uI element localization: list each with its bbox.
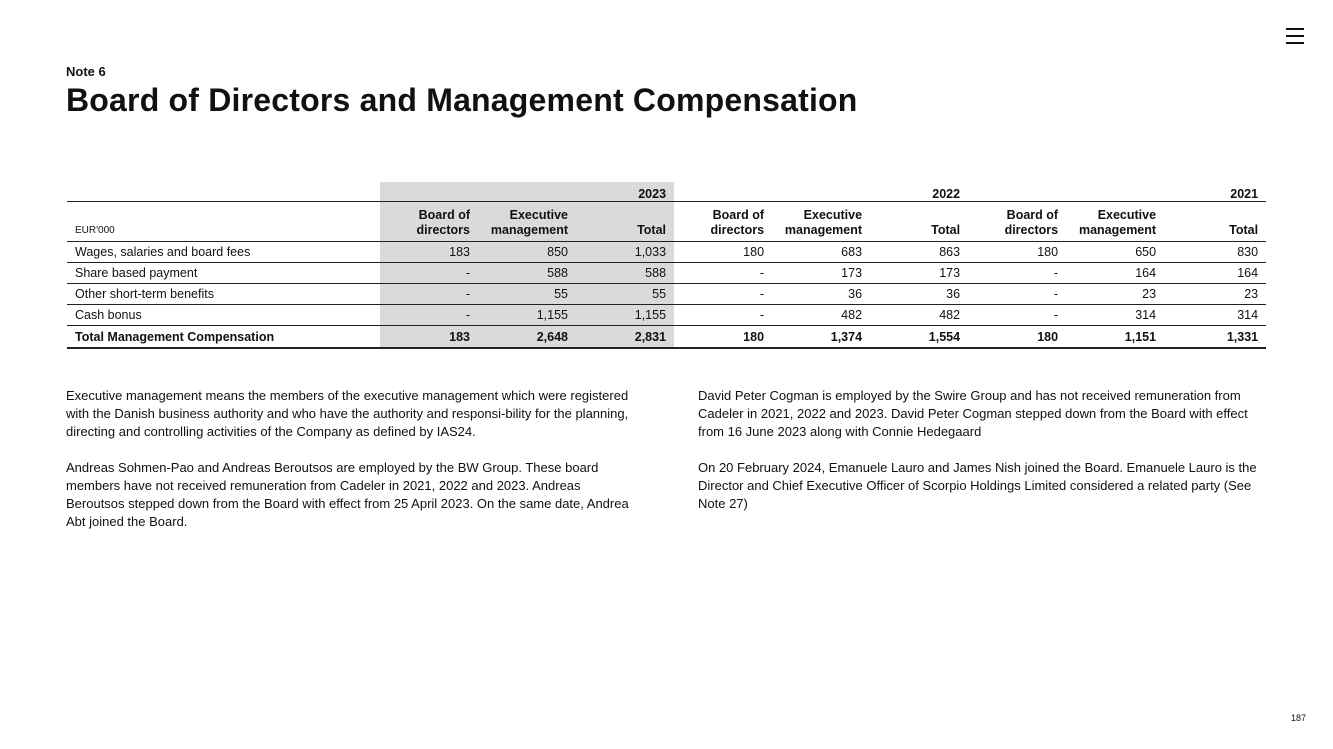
table-cell: 863: [870, 242, 968, 263]
page-title: Board of Directors and Management Compensation: [66, 82, 858, 118]
table-cell: 180: [968, 242, 1066, 263]
table-cell: 55: [478, 284, 576, 305]
table-cell: -: [674, 263, 772, 284]
table-cell: 164: [1066, 263, 1164, 284]
table-cell: 183: [380, 326, 478, 349]
compensation-table: [67, 182, 1266, 349]
table-cell: -: [968, 263, 1066, 284]
table-cell: 2,648: [478, 326, 576, 349]
col-board-2022: Board of directors: [674, 202, 772, 242]
table-cell: -: [380, 263, 478, 284]
table-cell: 482: [870, 305, 968, 326]
table-cell: 1,155: [478, 305, 576, 326]
table-cell: 173: [772, 263, 870, 284]
table-cell: 850: [478, 242, 576, 263]
year-header-row: [67, 182, 1266, 202]
hamburger-menu-icon[interactable]: [1284, 26, 1306, 46]
table-cell: 1,155: [576, 305, 674, 326]
table-row-wages: [67, 242, 1266, 263]
table-cell: 36: [772, 284, 870, 305]
paragraph: Executive management means the members of the executive management which were registered with the Danish business authority and who have the authority and responsi-bility for the planning, directing and controlling activities of the Company as defined by IAS24.: [66, 388, 629, 439]
row-label: Share based payment: [67, 263, 380, 284]
body-text-left: [66, 387, 634, 549]
table-cell: 830: [1164, 242, 1266, 263]
table-cell: -: [968, 305, 1066, 326]
col-total-2023: Total: [576, 202, 674, 242]
col-total-2022: Total: [870, 202, 968, 242]
year-2023-header: 2023: [380, 182, 674, 202]
table-cell: 1,554: [870, 326, 968, 349]
col-exec-2021: Executive management: [1066, 202, 1164, 242]
table-cell: 180: [674, 326, 772, 349]
row-label: Cash bonus: [67, 305, 380, 326]
table-cell: 23: [1066, 284, 1164, 305]
body-text-right: [698, 387, 1266, 531]
table-cell: 2,831: [576, 326, 674, 349]
table-cell: -: [380, 284, 478, 305]
col-board-2023: Board of directors: [380, 202, 478, 242]
col-exec-2023: Executive management: [478, 202, 576, 242]
table-cell: 482: [772, 305, 870, 326]
table-cell: 683: [772, 242, 870, 263]
note-label: Note 6: [66, 64, 106, 79]
table-cell: 1,033: [576, 242, 674, 263]
table-cell: 650: [1066, 242, 1164, 263]
table-cell: 180: [674, 242, 772, 263]
year-spacer: [67, 182, 380, 202]
page-number: 187: [1290, 713, 1306, 723]
column-header-row: [67, 202, 1266, 242]
table-cell: 314: [1164, 305, 1266, 326]
paragraph: David Peter Cogman is employed by the Swire Group and has not received remuneration from Cadeler in 2021, 2022 and 2023. David Peter Cogman stepped down from the Board with effect from 16 June 2023 along with Connie Hedegaard: [698, 388, 1248, 439]
row-label: Total Management Compensation: [67, 326, 380, 349]
table-cell: 183: [380, 242, 478, 263]
unit-label: EUR'000: [67, 202, 380, 242]
table-cell: -: [674, 305, 772, 326]
table-row-cash-bonus: [67, 305, 1266, 326]
table-cell: 23: [1164, 284, 1266, 305]
table-cell: 314: [1066, 305, 1164, 326]
table-cell: -: [380, 305, 478, 326]
table-cell: 1,151: [1066, 326, 1164, 349]
table-cell: 1,374: [772, 326, 870, 349]
table-cell: 180: [968, 326, 1066, 349]
table-cell: 588: [478, 263, 576, 284]
table-cell: -: [968, 284, 1066, 305]
table-cell: 164: [1164, 263, 1266, 284]
table-cell: 36: [870, 284, 968, 305]
table-row-share-based: [67, 263, 1266, 284]
col-board-2021: Board of directors: [968, 202, 1066, 242]
paragraph: On 20 February 2024, Emanuele Lauro and James Nish joined the Board. Emanuele Lauro is the Director and Chief Executive Officer of Scorpio Holdings Limited considered a related party (See Note 27): [698, 460, 1257, 511]
year-2021-header: 2021: [968, 182, 1266, 202]
row-label: Other short-term benefits: [67, 284, 380, 305]
col-total-2021: Total: [1164, 202, 1266, 242]
table-cell: 1,331: [1164, 326, 1266, 349]
table-row-other-benefits: [67, 284, 1266, 305]
row-label: Wages, salaries and board fees: [67, 242, 380, 263]
table-cell: 588: [576, 263, 674, 284]
table-cell: -: [674, 284, 772, 305]
col-exec-2022: Executive management: [772, 202, 870, 242]
table-row-total: [67, 326, 1266, 349]
table-cell: 173: [870, 263, 968, 284]
table-cell: 55: [576, 284, 674, 305]
paragraph: Andreas Sohmen-Pao and Andreas Beroutsos are employed by the BW Group. These board members have not received remuneration from Cadeler in 2021, 2022 and 2023. Andreas Beroutsos stepped down from the Board with effect from 25 April 2023. On the same date, Andrea Abt joined the Board.: [66, 460, 629, 529]
year-2022-header: 2022: [674, 182, 968, 202]
